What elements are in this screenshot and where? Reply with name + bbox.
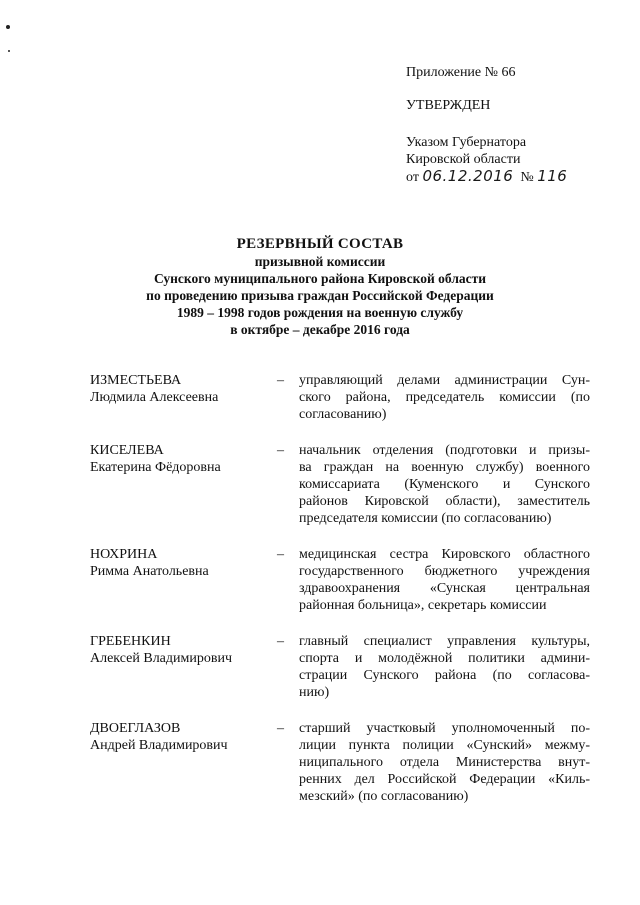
dash-separator: – [277,373,284,388]
dash-separator: – [277,721,284,736]
member-surname: ДВОЕГЛАЗОВ [90,721,181,736]
role-line: ниципального отдела Министерства внут- [299,755,590,770]
member-role [299,546,590,614]
role-line: здравоохранения «Сунская центральная [299,581,590,596]
member-given-name: Римма Анатольевна [90,564,209,579]
member-entry [90,372,590,423]
decree-line-1: Указом Губернатора [406,135,527,150]
member-given-name: Андрей Владимирович [90,738,228,753]
role-line: государственного бюджетного учреждения [299,564,590,579]
decree-date-line [406,168,606,186]
member-surname: ГРЕБЕНКИН [90,634,171,649]
member-given-name: Екатерина Фёдоровна [90,460,221,475]
member-role [299,372,590,423]
member-role [299,720,590,805]
dash-separator: – [277,547,284,562]
document-title [0,235,640,338]
role-line: главный специалист управления культуры, [299,634,590,649]
member-surname: НОХРИНА [90,547,158,562]
title-line: Сунского муниципального района Кировской области [153,271,487,286]
appendix-label: Приложение № 66 [406,65,516,80]
role-line: ва граждан на военную службу) военного [299,460,590,475]
scan-speck [8,50,10,52]
role-line: согласованию) [299,407,387,422]
role-line: старший участковый уполномоченный по- [299,721,590,736]
role-line: медицинская сестра Кировского областного [299,547,590,562]
role-line: начальник отделения (подготовки и призы- [299,443,590,458]
member-name [90,720,277,805]
role-line: нию) [299,685,330,700]
role-line: спорта и молодёжной политики админи- [299,651,590,666]
member-entry [90,442,590,527]
from-label: от [406,170,419,185]
dash-separator: – [277,443,284,458]
title-line: 1989 – 1998 годов рождения на военную службу [176,305,464,320]
member-entry [90,633,590,701]
member-name [90,546,277,614]
role-line: районная больница», секретарь комиссии [299,598,547,613]
title-line: в октябре – декабре 2016 года [230,322,410,337]
title-line: призывной комиссии [254,254,386,269]
role-line: председателя комиссии (по согласованию) [299,511,552,526]
member-role [299,633,590,701]
member-entry [90,546,590,614]
number-label: № [520,170,534,185]
role-line: районов Кировской области), заместитель [299,494,590,509]
scan-speck [6,25,10,29]
handwritten-number: 116 [537,167,568,185]
member-given-name: Людмила Алексеевна [90,390,219,405]
role-line: лиции пункта полиции «Сунский» межму- [299,738,590,753]
title-main: РЕЗЕРВНЫЙ СОСТАВ [236,236,404,252]
member-entry [90,720,590,805]
role-line: страции Сунского района (по согласова- [299,668,590,683]
member-surname: ИЗМЕСТЬЕВА [90,373,182,388]
role-line: комиссариата (Куменского и Сунского [299,477,590,492]
role-line: ренних дел Российской Федерации «Киль- [299,772,590,787]
member-name [90,633,277,701]
approved-label: УТВЕРЖДЕН [406,98,491,113]
title-line: по проведению призыва граждан Российской Федерации [146,288,494,303]
member-surname: КИСЕЛЕВА [90,443,164,458]
role-line: ского района, председатель комиссии (по [299,390,590,405]
dash-separator: – [277,634,284,649]
member-name [90,442,277,527]
member-name [90,372,277,423]
handwritten-date: 06.12.2016 [422,167,514,185]
decree-line-2: Кировской области [406,152,521,167]
members-list [90,372,590,824]
role-line: мезский» (по согласованию) [299,789,469,804]
member-role [299,442,590,527]
member-given-name: Алексей Владимирович [90,651,233,666]
approval-stamp-block [406,64,606,186]
role-line: управляющий делами администрации Сун- [299,373,590,388]
